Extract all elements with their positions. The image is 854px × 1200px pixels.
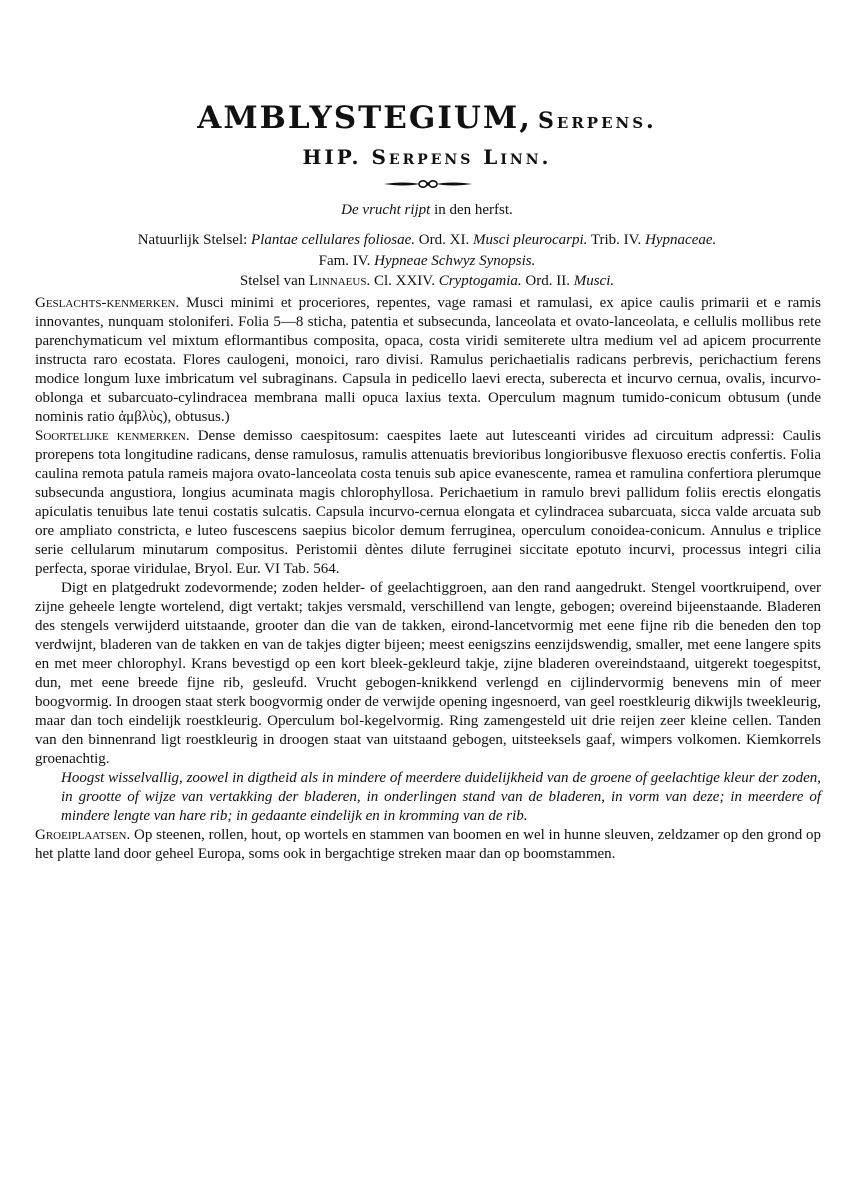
genus-name: AMBLYSTEGIUM, <box>197 100 532 136</box>
fruit-em: De vrucht rijpt <box>341 202 431 218</box>
natural-prefix: Natuurlijk Stelsel: <box>137 232 252 248</box>
habitat-text: Op steenen, rollen, hout, op wortels en stammen van boomen en wel in hunne sleuven, zeldzamer op den grond op het platte land door geheel Europa, soms ook in bergachtige streken maar dan op boomstammen. <box>35 827 821 862</box>
section-heading: Geslachts-kenmerken. <box>35 295 180 311</box>
linnaeus-musci: Musci. <box>573 273 615 289</box>
family-line <box>0 251 854 271</box>
body-text <box>35 294 821 864</box>
species-characters <box>35 427 821 579</box>
linnaeus-ord: Ord. II. <box>521 273 574 289</box>
section-heading: Soortelijke kenmerken. <box>35 428 190 444</box>
synonym-species: Serpens Linn. <box>371 145 552 169</box>
fruit-line <box>0 200 854 220</box>
genus-characters <box>35 294 821 427</box>
page-title <box>0 98 854 141</box>
linnaeus-prefix: Stelsel van <box>239 273 310 289</box>
fam-name: Hypneae Schwyz Synopsis. <box>374 253 536 269</box>
linnaeus-name: Linnaeus. <box>309 273 371 289</box>
fruit-rest: in den herfst. <box>430 202 513 218</box>
species-name: Serpens. <box>538 108 657 134</box>
species-characters-text: Dense demisso caespitosum: caespites laete aut lutesceanti virides ad circuitum adpressi: Caulis prorepens tota longitudine radicans, dense ramulosus, ramulis attenuatis brevioribus longioribusve flexuoso erectis confertis. Folia caulina remota patula rameis majora ovato-lanceolata costa tenuis sub apice evanescente, ramea et ramulina confertiora plerumque subsecunda angustiora, longius acuminata magis chlorophyllosa. Perichaetium in ramulo brevi pallidum foliis erectis elongatis apiculatis tenuibus late tenui costatis sulcatis. Capsula incurvo-cernua elongata et cylindracea subarcuata, sicca valde arcuata sub ore ampliato constricta, e luteo fuscescens saepius bicolor demum ferruginea, operculum conoidea-conicum. Annulus e triplice serie cellularum minutarum compositus. Peristomii dèntes dilute ferruginei siccitate epotuto incurvi, processus integri cilia perfecta, sporae viridulae, Bryol. Eur. VI Tab. 564. <box>35 428 821 577</box>
linnaeus-crypto: Cryptogamia. <box>438 273 522 289</box>
natural-musci: Musci pleurocarpi. <box>472 232 588 248</box>
dutch-description: Digt en platgedrukt zodevormende; zoden helder- of geelachtiggroen, aan den rand aangedrukt. Stengel voortkruipend, over zijne geheele lengte wortelend, digt vertakt; takjes versmald, verschillend van lengte, gebogen; overeind bijeenstaande. Bladeren des stengels verwijderd uitstaande, grooter dan die van de takken, eirond-lancetvormig met eene fijne rib die beneden den top verdwijnt, bladeren van de takken en van de takjes digter bijeen; meest eenigszins eenzijdswendig, smaller, met eene langere spits en met meer chlorophyl. Krans bevestigd op een kort bleek-gekleurd takje, zijne bladeren overeindstaand, uitgerekt toegespitst, dun, met eene breede fijne rib, gesleufd. Vrucht gebogen-knikkend verlengd en cijlindervormig benevens min of meer boogvormig. In droogen staat sterk boogvormig onder de verwijde opening ingesnoerd, van geel roestkleurig dikwijls tweekleurig, maar dan toch eindelijk roestkleurig. Operculum bol-kegelvormig. Ring zamengesteld uit drie reijen zeer kleine cellen. Tanden van den binnenrand ligt roestkleurig in droogen staat van uitstaand gebogen, uitsteeksels gaaf, wimpers volkomen. Kiemkorrels groenachtig. <box>35 580 821 767</box>
fam-prefix: Fam. IV. <box>318 253 375 269</box>
habitat <box>35 826 821 864</box>
natural-trib: Trib. IV. <box>587 232 646 248</box>
natural-system-line <box>0 230 854 250</box>
ornament-divider-icon <box>382 178 474 190</box>
variability-note: Hoogst wisselvallig, zoowel in digtheid als in mindere of meerdere duidelijkheid van de groene of geelachtige kleur der zoden, in grootte of wijze van vertakking der bladeren, in onderlingen stand van de bladeren, in vorm van deze; in meerdere of mindere lengte van hare rib; in gedaante eindelijk en in kromming van de rib. <box>61 770 821 824</box>
natural-plantae: Plantae cellulares foliosae. <box>251 232 416 248</box>
synonym-genus: HIP. <box>302 145 362 169</box>
section-heading: Groeiplaatsen. <box>35 827 131 843</box>
linnaeus-line <box>0 271 854 291</box>
natural-hypnaceae: Hypnaceae. <box>645 232 717 248</box>
synonym-title <box>0 144 854 170</box>
linnaeus-cl: Cl. XXIV. <box>370 273 439 289</box>
natural-ord: Ord. XI. <box>415 232 473 248</box>
genus-characters-text: Musci minimi et proceriores, repentes, vage ramasi et ramulasi, ex apice caulis primarii et e ramis innovantes, nunquam stoloniferi. Folia 5—8 sticha, patentia et subsecunda, lanceolata et ovato-lanceolata, e cellulis mollibus rete parenchymaticum vel mixtum eflormantibus composita, opaca, costa viridi semiterete ultra medium vel ad apicem procurrente instructa raro ecostata. Flores caulogeni, monoici, raro divisi. Ramulus perichaetialis radicans perbrevis, perichactium ferens modice longum luxe imbricatum vel subraginans. Capsula in pedicello laevi erecta, suberecta et incurvo cernua, ovalis, incurvo-oblonga et subarcuato-cylindracea membrana malli opuca laxius texta. Operculum magnum tumido-conicum obtusum (unde nominis ratio ἀμβλὺς), obtusus.) <box>35 295 821 425</box>
